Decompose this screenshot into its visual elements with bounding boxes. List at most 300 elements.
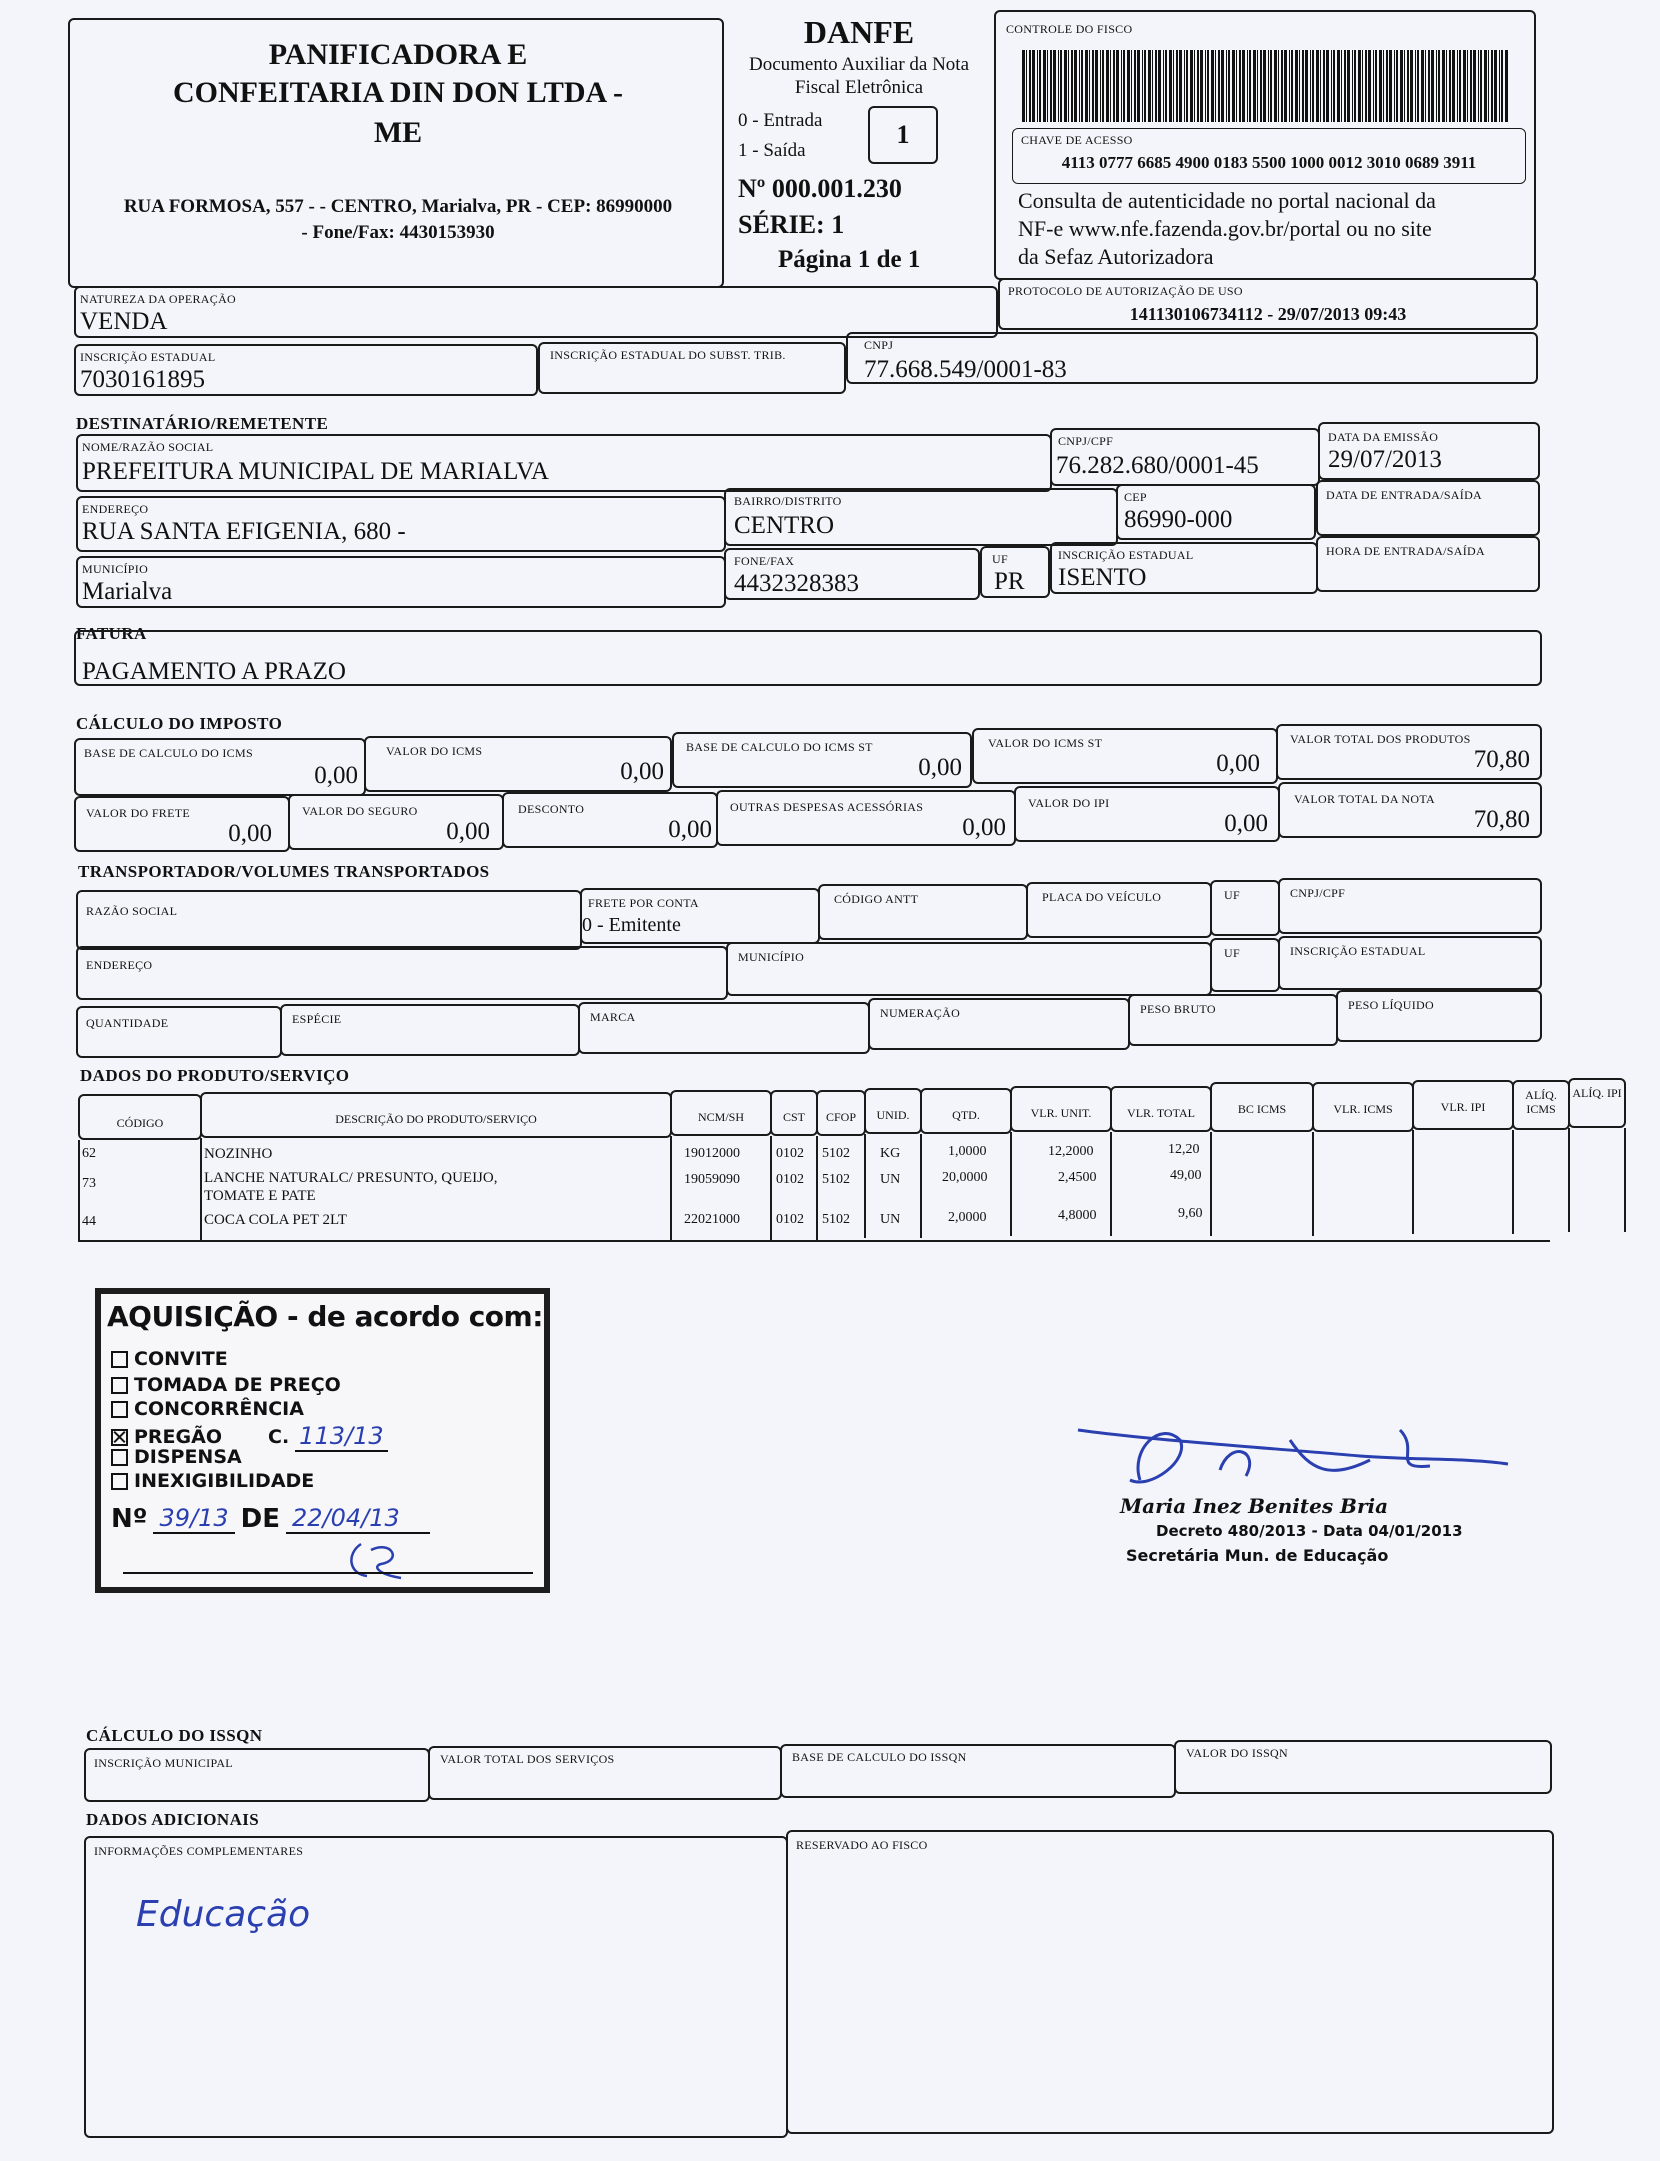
valor-icms-label: VALOR DO ICMS (386, 744, 483, 758)
dest-fone-value: 4432328383 (734, 570, 859, 597)
barcode-bar (1467, 50, 1468, 122)
danfe-saida: 1 - Saída (738, 140, 806, 161)
stamp-title: AQUISIÇÃO - de acordo com: (107, 1300, 543, 1333)
base-icms-label: BASE DE CALCULO DO ICMS (84, 746, 253, 760)
barcode-bar (1268, 50, 1269, 122)
chave-label: CHAVE DE ACESSO (1021, 133, 1133, 147)
dest-fone-label: FONE/FAX (734, 554, 795, 568)
dest-cep-box (1116, 484, 1316, 540)
barcode-bar (1113, 50, 1115, 122)
dest-cnpj-label: CNPJ/CPF (1058, 434, 1114, 448)
barcode-bar (1232, 50, 1235, 122)
dest-endereco-box (76, 496, 726, 552)
stamp-option-label: CONCORRÊNCIA (134, 1398, 304, 1420)
row0-descricao: NOZINHO (204, 1146, 273, 1162)
danfe-block (724, 14, 994, 288)
barcode-bar (1064, 50, 1067, 122)
th-ncm (670, 1090, 772, 1136)
th-vlr-ipi (1412, 1080, 1514, 1130)
barcode-bar (1207, 50, 1209, 122)
barcode-bar (1358, 50, 1361, 122)
barcode-bar (1326, 50, 1329, 122)
dest-endereco-value: RUA SANTA EFIGENIA, 680 - (82, 518, 406, 545)
barcode-bar (1270, 50, 1272, 122)
danfe-entrada: 0 - Entrada (738, 110, 823, 131)
th-descricao (200, 1092, 672, 1138)
barcode-bar (1291, 50, 1293, 122)
barcode-bar (1505, 50, 1508, 122)
dest-ie-value: ISENTO (1058, 564, 1147, 591)
stamp-option-label: CONVITE (134, 1348, 228, 1370)
base-icms-st-label: BASE DE CALCULO DO ICMS ST (686, 740, 873, 754)
barcode-bar (1116, 50, 1119, 122)
barcode-bar (1347, 50, 1350, 122)
valor-icms-box (364, 736, 672, 792)
stamp-option-inexigibilidade (111, 1470, 314, 1492)
barcode-bar (1431, 50, 1434, 122)
frete-value: 0,00 (228, 820, 272, 847)
barcode-bar (1253, 50, 1256, 122)
barcode-bar (1037, 50, 1038, 122)
barcode-bar (1158, 50, 1161, 122)
barcode-bar (1499, 50, 1500, 122)
barcode-bar (1184, 50, 1185, 122)
barcode-bar (1026, 50, 1027, 122)
issqn-valor-label: VALOR DO ISSQN (1186, 1746, 1288, 1760)
frete-label: VALOR DO FRETE (86, 806, 190, 820)
consulta-linha-1: Consulta de autenticidade no portal nacional da (1018, 188, 1436, 213)
row2-qtd: 2,0000 (948, 1210, 987, 1225)
barcode-bar (1079, 50, 1080, 122)
valor-icms-st-box (972, 728, 1278, 784)
barcode-bar (1081, 50, 1083, 122)
barcode-bar (1299, 50, 1300, 122)
barcode-bar (1032, 50, 1035, 122)
transp-endereco-label: ENDEREÇO (86, 958, 153, 972)
barcode-bar (1389, 50, 1392, 122)
dest-nome-label: NOME/RAZÃO SOCIAL (82, 440, 214, 454)
barcode-bar (1415, 50, 1416, 122)
total-nota-box (1278, 782, 1542, 838)
row1-unid: UN (880, 1172, 901, 1187)
stamp-option-concorrencia (111, 1398, 304, 1420)
row0-ncm: 19012000 (684, 1146, 740, 1161)
barcode-bar (1142, 50, 1143, 122)
th-cst (770, 1090, 818, 1136)
base-icms-value: 0,00 (314, 762, 358, 789)
natureza-box (74, 286, 998, 338)
total-produtos-value: 70,80 (1473, 746, 1530, 773)
transp-quantidade-box (76, 1006, 282, 1058)
valor-icms-value: 0,00 (620, 758, 664, 785)
barcode-bar (1373, 50, 1374, 122)
barcode-bar (1281, 50, 1283, 122)
transp-uf-label: UF (1224, 888, 1240, 902)
barcode-bar (1305, 50, 1308, 122)
barcode-bar (1263, 50, 1266, 122)
emitente-nome-3: ME (373, 116, 423, 149)
barcode-bar (1284, 50, 1287, 122)
barcode-bar (1022, 50, 1025, 122)
checkbox-icon (111, 1377, 128, 1394)
ipi-box (1014, 786, 1280, 842)
barcode-bar (1446, 50, 1447, 122)
barcode-bar (1438, 50, 1440, 122)
barcode-bar (1449, 50, 1451, 122)
barcode-bar (1127, 50, 1130, 122)
barcode-bar (1312, 50, 1314, 122)
barcode-bar (1165, 50, 1167, 122)
barcode-bar (1211, 50, 1214, 122)
barcode-bar (1320, 50, 1321, 122)
row2-unid: UN (880, 1212, 901, 1227)
barcode-bar (1331, 50, 1332, 122)
transp-uf2-label: UF (1224, 946, 1240, 960)
cnpj-emitente-box (846, 332, 1538, 384)
row2-total: 9,60 (1178, 1206, 1203, 1221)
barcode-bar (1260, 50, 1262, 122)
th-unid (864, 1088, 922, 1134)
ie-label: INSCRIÇÃO ESTADUAL (80, 350, 216, 364)
barcode-bar (1501, 50, 1503, 122)
dest-cnpj-value: 76.282.680/0001-45 (1056, 452, 1259, 479)
stamp-no-value: 39/13 (153, 1504, 234, 1534)
dest-fone-box (724, 548, 980, 600)
barcode-bar (1494, 50, 1497, 122)
chave-box (1012, 128, 1526, 184)
barcode-bar (1247, 50, 1248, 122)
checkbox-icon (111, 1449, 128, 1466)
barcode-bar (1236, 50, 1237, 122)
barcode-bar (1404, 50, 1405, 122)
col-line (1312, 1132, 1314, 1236)
produtos-table (78, 1078, 1622, 1238)
base-icms-st-value: 0,00 (918, 754, 962, 781)
th-bc-icms (1210, 1082, 1314, 1132)
transp-municipio-box (726, 942, 1212, 996)
issqn-servicos-label: VALOR TOTAL DOS SERVIÇOS (440, 1752, 615, 1766)
th-vlr-icms-label: VLR. ICMS (1333, 1102, 1393, 1116)
barcode-bar (1473, 50, 1476, 122)
barcode-bar (1186, 50, 1188, 122)
barcode-bar (1144, 50, 1146, 122)
signature-icon (1070, 1410, 1510, 1500)
barcode-bar (1323, 50, 1325, 122)
barcode-bar (1249, 50, 1251, 122)
th-cfop (816, 1090, 866, 1136)
th-vlr-icms (1312, 1082, 1414, 1132)
outras-despesas-value: 0,00 (962, 814, 1006, 841)
dest-cnpj-box (1050, 428, 1320, 486)
th-qtd (920, 1088, 1012, 1134)
barcode-bar (1163, 50, 1164, 122)
dest-entrada-saida-box (1316, 480, 1540, 536)
barcode-bar (1480, 50, 1482, 122)
barcode-bar (1134, 50, 1136, 122)
protocolo-value: 141130106734112 - 29/07/2013 09:43 (1129, 304, 1407, 324)
danfe-pagina: Página 1 de 1 (778, 246, 921, 273)
barcode-bar (1050, 50, 1052, 122)
adicionais-section: DADOS ADICIONAIS (86, 1810, 260, 1829)
barcode-bar (1274, 50, 1277, 122)
row1-cst: 0102 (776, 1172, 804, 1187)
row0-cst: 0102 (776, 1146, 804, 1161)
stamp-numero (111, 1504, 430, 1534)
outras-despesas-box (716, 790, 1016, 846)
danfe-serie: SÉRIE: 1 (738, 210, 845, 239)
col-line (1010, 1132, 1012, 1236)
transp-municipio-label: MUNICÍPIO (738, 950, 805, 964)
barcode-bar (1410, 50, 1413, 122)
row2-codigo: 44 (82, 1214, 96, 1229)
dest-nome-value: PREFEITURA MUNICIPAL DE MARIALVA (82, 458, 549, 485)
transp-antt-label: CÓDIGO ANTT (834, 892, 919, 906)
total-nota-value: 70,80 (1473, 806, 1530, 833)
transp-frete-value: 0 - Emitente (582, 914, 681, 936)
th-vlr-total-label: VLR. TOTAL (1127, 1106, 1195, 1120)
stamp-option-dispensa (111, 1446, 242, 1468)
issqn-servicos-box (428, 1746, 782, 1800)
barcode-bar (1310, 50, 1311, 122)
barcode-bar (1169, 50, 1172, 122)
col-line (1624, 1128, 1626, 1232)
chave-acesso: 4113 0777 6685 4900 0183 5500 1000 0012 3010 0689 3911 (1061, 153, 1477, 172)
th-aliq-icms (1512, 1080, 1570, 1130)
ie-st-box (538, 342, 846, 394)
th-codigo (78, 1094, 202, 1140)
issqn-valor-box (1174, 1740, 1552, 1794)
ipi-label: VALOR DO IPI (1028, 796, 1110, 810)
stamp-no-label: Nº (111, 1504, 148, 1534)
barcode-bar (1060, 50, 1062, 122)
transportador-section: TRANSPORTADOR/VOLUMES TRANSPORTADOS (78, 862, 490, 881)
danfe-tipo-box (868, 106, 938, 164)
signature-nome: Maria Inez Benites Bria (1120, 1494, 1389, 1518)
row2-cfop: 5102 (822, 1212, 850, 1227)
barcode-bar (1221, 50, 1224, 122)
row2-ncm: 22021000 (684, 1212, 740, 1227)
checkbox-icon (111, 1473, 128, 1490)
ie-st-label: INSCRIÇÃO ESTADUAL DO SUBST. TRIB. (550, 348, 786, 362)
danfe-sub2: Fiscal Eletrônica (794, 77, 924, 98)
dest-bairro-label: BAIRRO/DISTRITO (734, 494, 842, 508)
th-aliq-ipi-label: ALÍQ. IPI (1572, 1086, 1622, 1100)
signature-block (1070, 1410, 1530, 1590)
stamp-c-label: C. (268, 1426, 290, 1448)
imposto-section: CÁLCULO DO IMPOSTO (76, 714, 283, 733)
dest-bairro-value: CENTRO (734, 512, 834, 539)
stamp-option-label: DISPENSA (134, 1446, 242, 1468)
row0-cfop: 5102 (822, 1146, 850, 1161)
checkbox-icon (111, 1351, 128, 1368)
th-cfop-label: CFOP (825, 1110, 857, 1124)
reservado-fisco-box (786, 1830, 1554, 2134)
barcode-bar (1215, 50, 1216, 122)
dest-ie-box (1050, 542, 1318, 594)
th-vlr-ipi-label: VLR. IPI (1440, 1100, 1486, 1114)
frete-box (74, 796, 290, 852)
barcode-bar (1197, 50, 1199, 122)
stamp-option-tomada (111, 1374, 341, 1396)
barcode-bar (1190, 50, 1193, 122)
barcode-bar (1396, 50, 1398, 122)
transp-marca-label: MARCA (590, 1010, 636, 1024)
transp-especie-label: ESPÉCIE (292, 1012, 342, 1026)
dest-emissao-box (1318, 422, 1540, 480)
dest-ie-label: INSCRIÇÃO ESTADUAL (1058, 548, 1194, 562)
stamp-option-label: PREGÃO (134, 1426, 222, 1448)
th-aliq-icms-label: ALÍQ. ICMS (1525, 1088, 1557, 1116)
barcode-bar (1058, 50, 1059, 122)
ie-box (74, 344, 538, 396)
row1-qtd: 20,0000 (942, 1170, 988, 1185)
barcode-bar (1459, 50, 1461, 122)
issqn-section: CÁLCULO DO ISSQN (86, 1726, 263, 1745)
barcode-bar (1400, 50, 1403, 122)
th-aliq-ipi (1568, 1078, 1626, 1128)
col-line (920, 1134, 922, 1238)
row1-descricao: LANCHE NATURALC/ PRESUNTO, QUEIJO, (204, 1170, 498, 1186)
barcode-bar (1029, 50, 1031, 122)
cnpj-emitente-value: 77.668.549/0001-83 (864, 356, 1067, 383)
stamp-option-label: TOMADA DE PREÇO (134, 1374, 341, 1396)
seguro-value: 0,00 (446, 818, 490, 845)
barcode-bar (1205, 50, 1206, 122)
row0-codigo: 62 (82, 1146, 96, 1161)
base-icms-box (74, 738, 366, 796)
transp-antt-box (818, 884, 1028, 940)
natureza-label: NATUREZA DA OPERAÇÃO (80, 292, 237, 306)
row1-unit: 2,4500 (1058, 1170, 1097, 1185)
barcode-bar (1039, 50, 1041, 122)
transp-marca-box (578, 1002, 870, 1054)
dest-nome-box (76, 434, 1052, 492)
barcode-bar (1316, 50, 1319, 122)
stamp-c-value: 113/13 (295, 1422, 387, 1452)
transp-peso-liquido-box (1336, 990, 1542, 1042)
emitente-box (68, 18, 724, 288)
cnpj-emitente-label: CNPJ (864, 338, 894, 352)
barcode-bar (1074, 50, 1077, 122)
col-line (200, 1138, 202, 1242)
dest-hora-box (1316, 536, 1540, 592)
danfe-sub1: Documento Auxiliar da Nota (748, 54, 970, 75)
valor-icms-st-value: 0,00 (1216, 750, 1260, 777)
transp-frete-box (580, 888, 820, 944)
barcode-bar (1333, 50, 1335, 122)
barcode-bar (1176, 50, 1178, 122)
info-complementares-box (84, 1836, 788, 2138)
barcode-bar (1148, 50, 1151, 122)
row2-descricao: COCA COLA PET 2LT (204, 1212, 347, 1228)
row0-unit: 12,2000 (1048, 1144, 1094, 1159)
th-bc-icms-label: BC ICMS (1237, 1102, 1287, 1116)
barcode-bar (1194, 50, 1195, 122)
emitente-nome-1: PANIFICADORA E (268, 38, 528, 71)
barcode-bar (1100, 50, 1101, 122)
barcode-bar (1289, 50, 1290, 122)
row1-codigo: 73 (82, 1176, 96, 1191)
th-cst-label: CST (782, 1110, 805, 1124)
fatura-section: FATURA (76, 624, 147, 643)
signature-cargo: Secretária Mun. de Educação (1126, 1546, 1389, 1565)
natureza-value: VENDA (80, 308, 168, 335)
row0-qtd: 1,0000 (948, 1144, 987, 1159)
dest-emissao-value: 29/07/2013 (1328, 446, 1442, 473)
barcode-bar (1436, 50, 1437, 122)
aquisicao-stamp (95, 1288, 550, 1593)
th-codigo-label: CÓDIGO (116, 1116, 164, 1130)
barcode-bar (1106, 50, 1109, 122)
transp-ie-box (1278, 936, 1542, 990)
barcode-bar (1362, 50, 1363, 122)
transp-placa-box (1026, 882, 1212, 938)
barcode-bar (1242, 50, 1245, 122)
barcode-bar (1218, 50, 1220, 122)
col-line (1412, 1130, 1414, 1234)
transp-uf2-box (1210, 938, 1280, 992)
barcode-bar (1352, 50, 1353, 122)
stamp-initials-icon (341, 1534, 421, 1584)
issqn-im-box (84, 1748, 430, 1802)
controle-fisco-label: CONTROLE DO FISCO (1006, 22, 1133, 36)
checked-checkbox-icon (111, 1429, 128, 1446)
transp-ie-label: INSCRIÇÃO ESTADUAL (1290, 944, 1426, 958)
issqn-im-label: INSCRIÇÃO MUNICIPAL (94, 1756, 233, 1770)
th-vlr-total (1110, 1086, 1212, 1132)
transp-frete-label: FRETE POR CONTA (588, 896, 699, 910)
th-unid-label: UNID. (876, 1108, 910, 1122)
col-line (670, 1136, 672, 1240)
consulta-linha-3: da Sefaz Autorizadora (1018, 244, 1214, 269)
row1-descricao-2: TOMATE E PATE (204, 1188, 316, 1204)
fatura-texto: PAGAMENTO A PRAZO (82, 658, 346, 685)
stamp-de-value: 22/04/13 (286, 1504, 430, 1534)
barcode-bar (1239, 50, 1241, 122)
destinatario-section: DESTINATÁRIO/REMETENTE (76, 414, 329, 433)
seguro-label: VALOR DO SEGURO (302, 804, 418, 818)
barcode-bar (1463, 50, 1466, 122)
barcode-bar (1407, 50, 1409, 122)
reservado-fisco-label: RESERVADO AO FISCO (796, 1838, 928, 1852)
th-ncm-label: NCM/SH (697, 1110, 744, 1124)
dest-municipio-value: Marialva (82, 578, 173, 605)
emitente-fone: - Fone/Fax: 4430153930 (301, 222, 495, 243)
col-line (1110, 1132, 1112, 1236)
seguro-box (288, 794, 504, 850)
transp-peso-bruto-box (1128, 994, 1338, 1046)
dest-bairro-box (724, 488, 1118, 546)
transp-placa-label: PLACA DO VEÍCULO (1042, 890, 1162, 904)
barcode-bar (1488, 50, 1489, 122)
col-line (1568, 1128, 1570, 1232)
barcode-bar (1155, 50, 1157, 122)
dest-hora-label: HORA DE ENTRADA/SAÍDA (1326, 544, 1485, 558)
barcode-bar (1123, 50, 1125, 122)
barcode-bar (1470, 50, 1472, 122)
emitente-nome-2: CONFEITARIA DIN DON LTDA - (172, 76, 624, 109)
barcode-bar (1302, 50, 1304, 122)
barcode-bar (1354, 50, 1356, 122)
outras-despesas-label: OUTRAS DESPESAS ACESSÓRIAS (730, 800, 924, 814)
total-nota-label: VALOR TOTAL DA NOTA (1294, 792, 1436, 806)
barcode-bar (1071, 50, 1073, 122)
barcode-bar (1365, 50, 1367, 122)
desconto-box (502, 792, 718, 848)
barcode-bar (1173, 50, 1174, 122)
barcode-bar (1226, 50, 1227, 122)
barcode-bar (1383, 50, 1384, 122)
